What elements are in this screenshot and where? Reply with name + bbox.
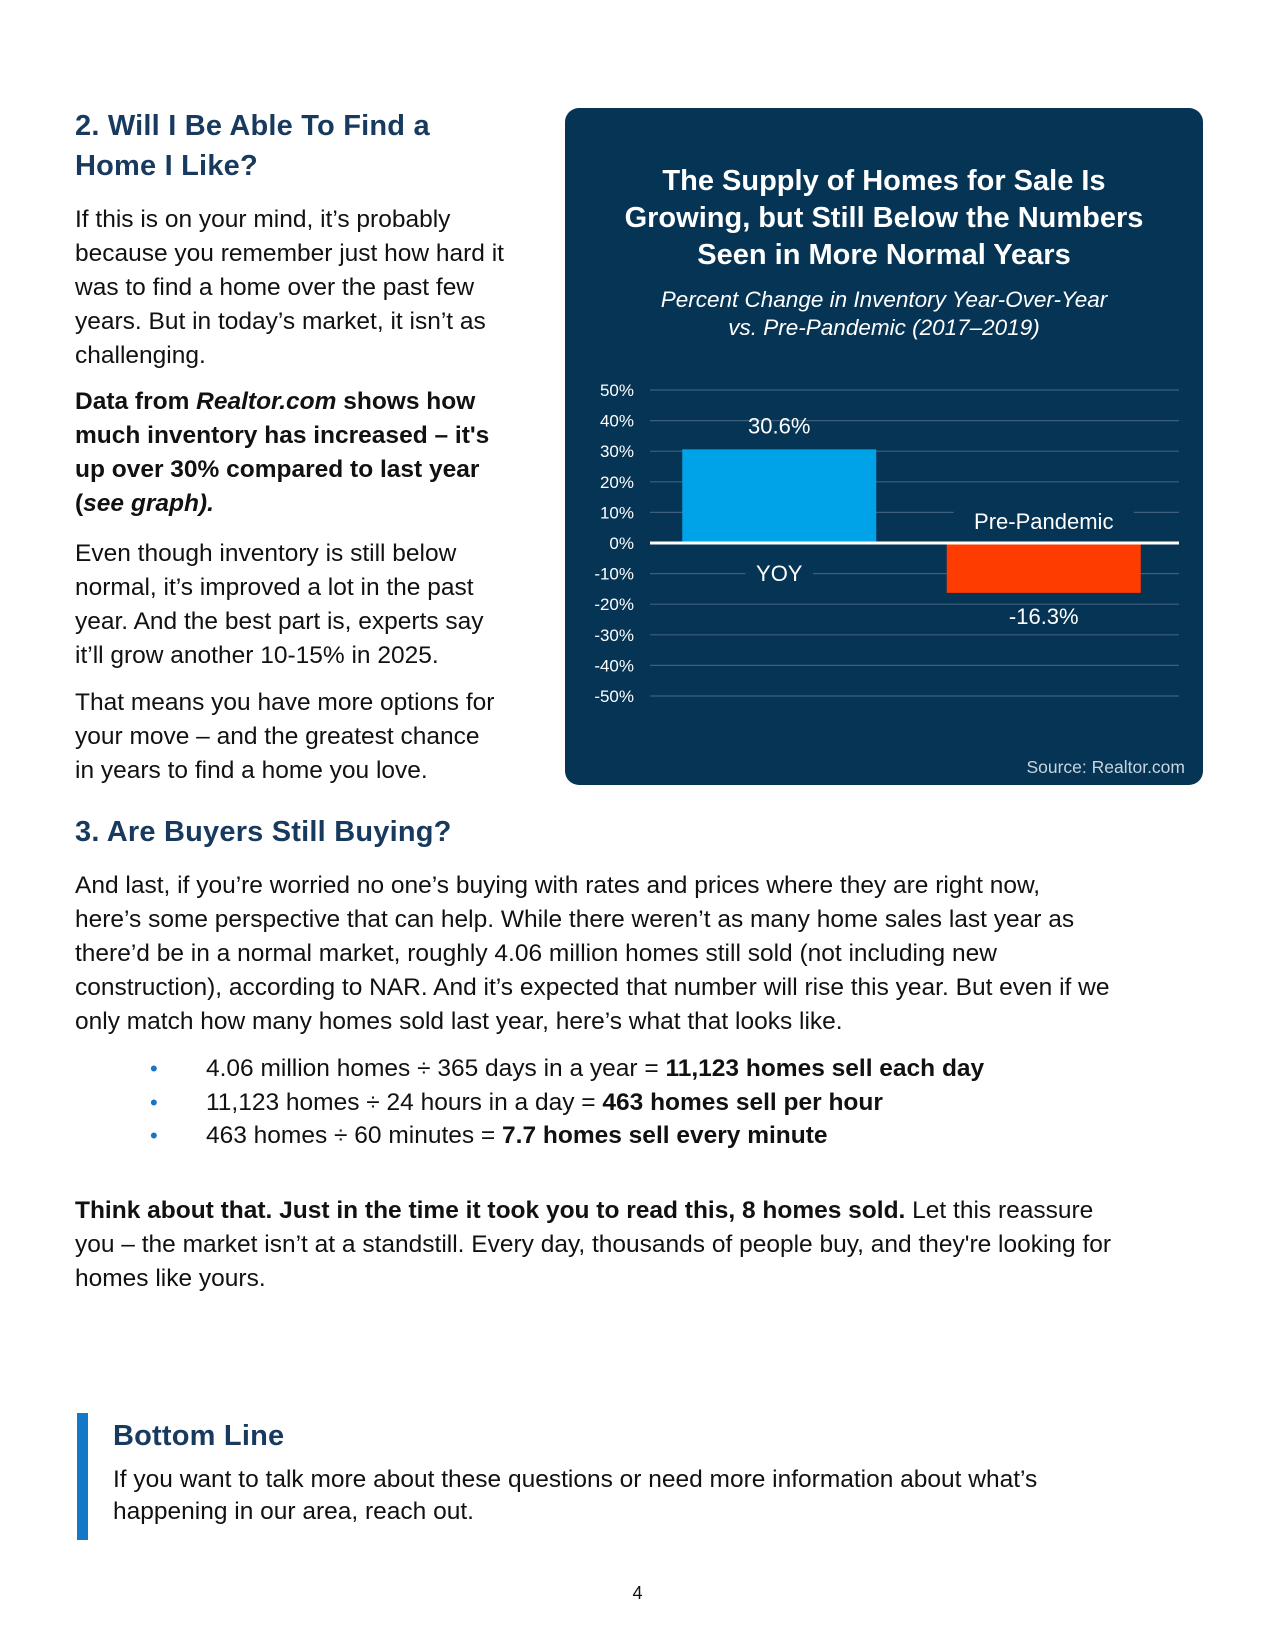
see-graph-text: see graph). — [83, 490, 214, 517]
bottom-line-text — [113, 1464, 1037, 1528]
y-tick-label: -50% — [594, 687, 634, 706]
text-line: here’s some perspective that can help. While there weren’t as many home sales last year as — [75, 906, 1075, 933]
section-2-paragraph-1 — [75, 203, 504, 373]
text-line: year. And the best part is, experts say — [75, 608, 484, 635]
text-line: in years to find a home you love. — [75, 757, 428, 784]
result-text: 11,123 homes sell each day — [665, 1055, 985, 1082]
section-3-paragraph-2 — [75, 1194, 1111, 1296]
sales-math-list — [140, 1052, 984, 1153]
emphasis-text: Think about that. Just in the time it took you to read this, 8 homes sold. — [75, 1197, 906, 1224]
data-label: 30.6% — [748, 413, 811, 439]
y-tick-label: 40% — [599, 411, 634, 431]
text-line: And last, if you’re worried no one’s buying with rates and prices where they are right now, — [75, 872, 1041, 899]
text-line: it’ll grow another 10-15% in 2025. — [75, 642, 439, 669]
y-tick-label: -10% — [594, 564, 634, 584]
section-2-paragraph-3 — [75, 537, 484, 673]
text-run: Data from — [75, 388, 197, 415]
list-item — [140, 1052, 984, 1086]
section-3-heading: 3. Are Buyers Still Buying? — [75, 816, 452, 848]
y-tick-label: 30% — [599, 442, 634, 462]
chart-subtitle-line: vs. Pre-Pandemic (2017–2019) — [728, 315, 1040, 340]
text-run: shows how — [336, 388, 476, 415]
section-2-paragraph-2 — [75, 385, 489, 521]
text-line: your move – and the greatest chance — [75, 723, 480, 750]
chart-title-line: Growing, but Still Below the Numbers — [624, 202, 1144, 234]
data-label: -16.3% — [1008, 603, 1079, 629]
list-item — [140, 1086, 984, 1120]
y-tick-label: 50% — [599, 381, 634, 400]
inventory-chart — [565, 108, 1203, 785]
text-line: happening in our area, reach out. — [113, 1498, 474, 1525]
text-line: up over 30% compared to last year — [75, 456, 480, 483]
bottom-line-heading: Bottom Line — [113, 1420, 285, 1452]
text-line: because you remember just how hard it — [75, 240, 504, 267]
text-line: only match how many homes sold last year, here’s what that looks like. — [75, 1008, 843, 1035]
text-run: Let this reassure — [905, 1197, 1094, 1224]
list-item — [140, 1119, 984, 1153]
result-text: 463 homes sell per hour — [602, 1088, 883, 1116]
chart-title-line: The Supply of Homes for Sale Is — [662, 165, 1106, 197]
text-line: was to find a home over the past few — [75, 274, 475, 301]
text-line: you – the market isn’t at a standstill. Every day, thousands of people buy, and they're looking for — [75, 1231, 1112, 1258]
text-line: much inventory has increased – it's — [75, 422, 490, 449]
category-label: YOY — [756, 561, 803, 586]
chart-source: Source: Realtor.com — [1026, 757, 1185, 777]
bullet-icon: • — [150, 1089, 158, 1115]
section-2-heading — [75, 106, 430, 186]
bar-yoy — [682, 449, 876, 543]
section-3-paragraph-1 — [75, 869, 1110, 1039]
chart-title-line: Seen in More Normal Years — [697, 239, 1071, 271]
text-run: ( — [75, 490, 84, 517]
text-line: homes like yours. — [75, 1265, 266, 1292]
text-run: 11,123 homes ÷ 24 hours in a day = — [206, 1088, 603, 1116]
result-text: 7.7 homes sell every minute — [502, 1122, 828, 1149]
section-2-paragraph-4 — [75, 686, 494, 788]
text-run: 463 homes ÷ 60 minutes = — [206, 1122, 503, 1149]
text-line: construction), according to NAR. And it’s expected that number will rise this year. But even if we — [75, 974, 1110, 1001]
category-label: Pre-Pandemic — [974, 509, 1114, 534]
text-line: That means you have more options for — [75, 689, 495, 716]
heading-line: 2. Will I Be Able To Find a — [75, 110, 430, 142]
y-tick-label: -30% — [594, 625, 634, 645]
y-tick-label: -20% — [594, 595, 634, 615]
text-line: If this is on your mind, it’s probably — [75, 206, 451, 233]
text-line: challenging. — [75, 342, 206, 369]
chart-svg — [565, 108, 1203, 785]
y-tick-label: 10% — [599, 503, 634, 523]
bar-pre-pandemic — [947, 543, 1141, 593]
bottom-line-accent-bar — [77, 1413, 88, 1540]
y-tick-label: 0% — [609, 534, 634, 553]
text-line: Even though inventory is still below — [75, 540, 457, 567]
chart-subtitle-line: Percent Change in Inventory Year-Over-Year — [660, 287, 1108, 312]
source-name: Realtor.com — [196, 388, 337, 415]
text-line: normal, it’s improved a lot in the past — [75, 574, 474, 601]
text-line: If you want to talk more about these questions or need more information about what’s — [113, 1466, 1038, 1493]
page-number: 4 — [632, 1583, 643, 1603]
bullet-icon: • — [150, 1123, 158, 1148]
bullet-icon: • — [150, 1056, 158, 1081]
y-tick-label: -40% — [594, 656, 634, 676]
text-line: there’d be in a normal market, roughly 4.06 million homes still sold (not including new — [75, 940, 997, 967]
y-tick-label: 20% — [599, 472, 634, 492]
heading-line: Home I Like? — [75, 150, 258, 182]
text-line: years. But in today’s market, it isn’t as — [75, 308, 486, 335]
text-run: 4.06 million homes ÷ 365 days in a year = — [206, 1055, 666, 1082]
